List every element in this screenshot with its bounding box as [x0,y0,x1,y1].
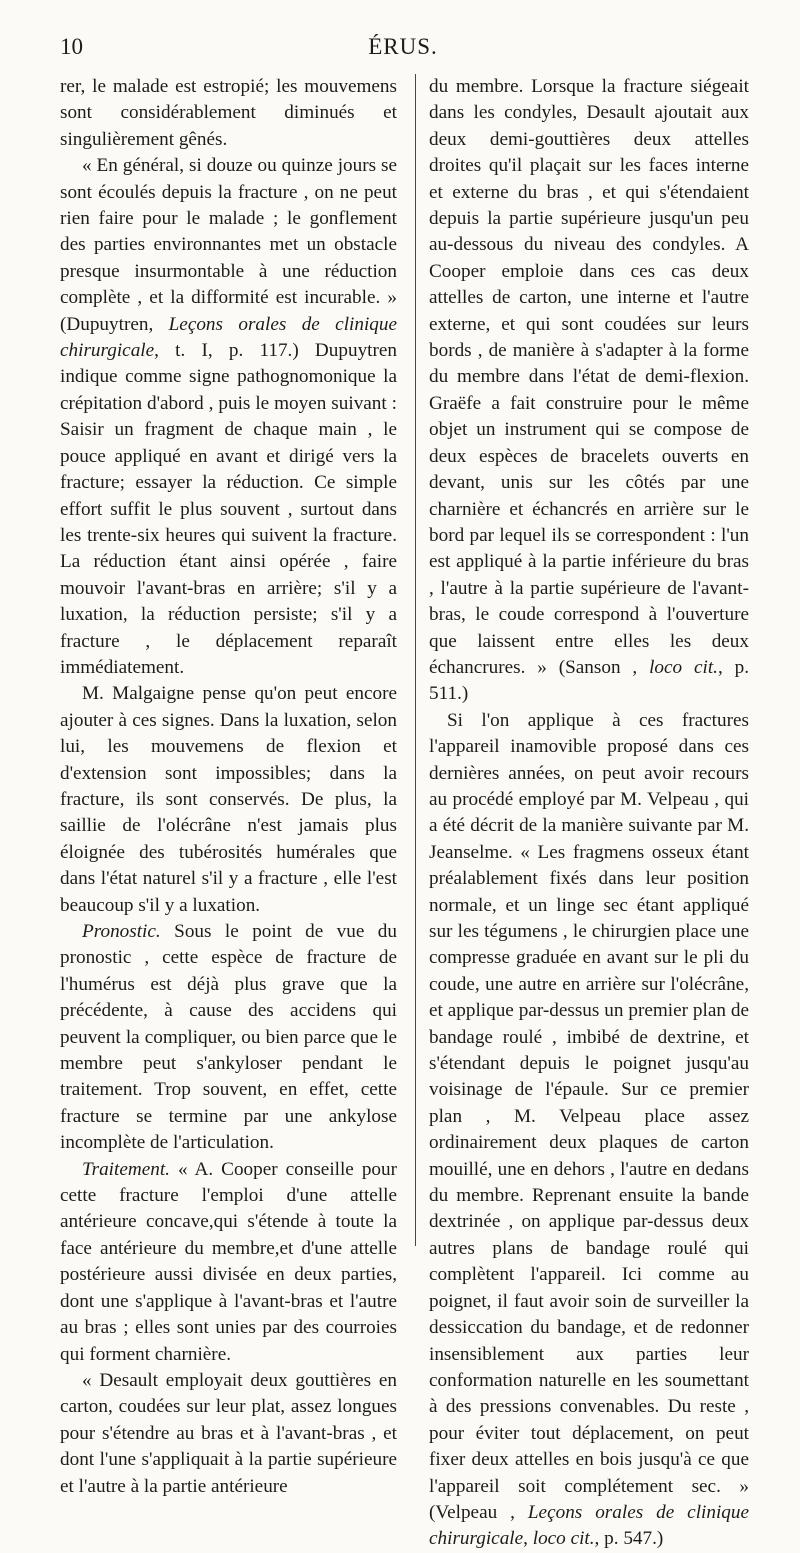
left-text-column [60,74,397,1500]
paragraph [60,1368,397,1500]
paragraph [60,74,397,153]
paragraph [60,1157,397,1368]
text-run: , p. 511.) [429,656,750,705]
italic-text: Traitement. [82,1158,170,1180]
text-run: , [523,1528,533,1550]
paragraph [429,74,749,708]
italic-text: Pronostic. [82,921,161,942]
italic-text: Leçons orales de clinique chirurgicale [60,313,397,362]
paragraph [60,153,397,681]
italic-text: Leçons orales de clinique chirurgicale [429,1501,749,1550]
paragraph [60,681,397,919]
right-text-column [429,74,749,1553]
text-run: « En général, si douze ou quinze jours se sont écoulés depuis la fracture , on ne peut rien faire pour le malade ; le gonflement des parties environnantes met un obstacle presque insurmontable à une réduction complète , et la difformité est incurable. » (Dupuytren, [60,155,397,335]
text-run: « A. Cooper conseille pour cette fracture l'emploi d'une attelle antérieure concave,qui s'étende à toute la face antérieure du membre,et d'une attelle postérieure aussi divisée en deux parties, dont une s'applique à l'avant-bras et l'autre au bras ; elles sont unies par des courroies qui forment charnière. [60,1158,397,1365]
paragraph [60,919,397,1157]
page-header [60,34,746,64]
paragraph [429,708,749,1553]
italic-text: loco cit. [649,656,718,678]
italic-text: loco cit. [532,1528,595,1550]
page-number: 10 [60,34,83,59]
text-run: rer, le malade est estropié; les mouvemens sont considérablement diminués et singulièrement gênés. [60,76,397,150]
text-run: , p. 547.) [594,1528,664,1550]
text-run: du membre. Lorsque la fracture siégeait dans les condyles, Desault ajoutait aux deux demi-gouttières deux attelles droites qu'il plaçait sur les faces interne et externe du bras , et qui s'étendaient depuis la partie supérieure jusqu'un peu au-dessous du niveau des condyles. A Cooper emploie dans ces cas deux attelles de carton, une interne et l'autre externe, et qui sont coudées sur leurs bords , de manière à s'adapter à la forme du membre dans l'état de demi-flexion. Graëfe a fait construire pour le même objet un instrument qui se compose de deux espèces de bracelets ouverts en devant, unis sur les côtés par une charnière et échancrés en arrière sur le bord par lequel ils se correspondent : l'un est appliqué à la partie inférieure du bras , l'autre à la partie supérieure de l'avant-bras, le coude correspond à l'ouverture que laissent entre elles les deux échancrures. » (Sanson , [429,76,749,678]
running-title: ÉRUS. [368,34,438,59]
text-run: , t. I, p. 117.) Dupuytren indique comme signe pathognomonique la crépitation d'abord , puis le moyen suivant : Saisir un fragment de chaque main , le pouce appliqué en avant et dirigé vers la fracture; essayer la réduction. Ce simple effort suffit le plus souvent , surtout dans les trente-six heures qui suivent la fracture. La réduction étant ainsi opérée , faire mouvoir l'avant-bras en arrière; s'il y a luxation, la réduction persiste; s'il y a fracture , le déplacement reparaît immédiatement. [60,340,397,678]
column-divider [415,74,416,1246]
text-run: Si l'on applique à ces fractures l'appareil inamovible proposé dans ces dernières années, on peut avoir recours au procédé employé par M. Velpeau , qui a été décrit de la manière suivante par M. Jeanselme. « Les fragmens osseux étant préalablement fixés dans leur position normale, et un linge sec étant appliqué sur les tégumens , le chirurgien place une compresse graduée en avant sur le pli du coude, une autre en arrière sur l'olécrâne, et applique par-dessus un premier plan de bandage roulé , imbibé de dextrine, et s'étendant depuis le poignet jusqu'au voisinage de l'épaule. Sur ce premier plan , M. Velpeau place assez ordinairement deux plaques de carton mouillé, une en dehors , l'autre en dedans du membre. Reprenant ensuite la bande dextrinée , on applique par-dessus deux autres plans de bandage roulé qui complètent l'appareil. Ici comme au poignet, il faut avoir soin de surveiller la dessiccation du bandage, et de redonner insensiblement aux parties leur conformation naturelle en les soumettant à des pressions convenables. Du reste , pour éviter tout déplacement, on peut fixer deux attelles en bois jusqu'à ce que l'appareil soit complétement sec. » (Velpeau , [429,709,749,1523]
text-run: « Desault employait deux gouttières en carton, coudées sur leur plat, assez longues pour s'étendre au bras et à l'avant-bras , et dont l'une s'appliquait à la partie supérieure et l'autre à la partie antérieure [60,1369,397,1497]
text-run: M. Malgaigne pense qu'on peut encore ajouter à ces signes. Dans la luxation, selon lui, les mouvemens de flexion et d'extension sont impossibles; dans la fracture, ils sont conservés. De plus, la saillie de l'olécrâne n'est jamais plus éloignée des tubérosités humérales que dans l'état naturel s'il y a fracture , elle l'est beaucoup s'il y a luxation. [60,683,397,916]
text-run: Sous le point de vue du pronostic , cette espèce de fracture de l'humérus est déjà plus grave que la précédente, à cause des accidens qui peuvent la compliquer, ou bien parce que le membre peut s'ankyloser pendant le traitement. Trop souvent, en effet, cette fracture se termine par une ankylose incomplète de l'articulation. [60,921,397,1154]
